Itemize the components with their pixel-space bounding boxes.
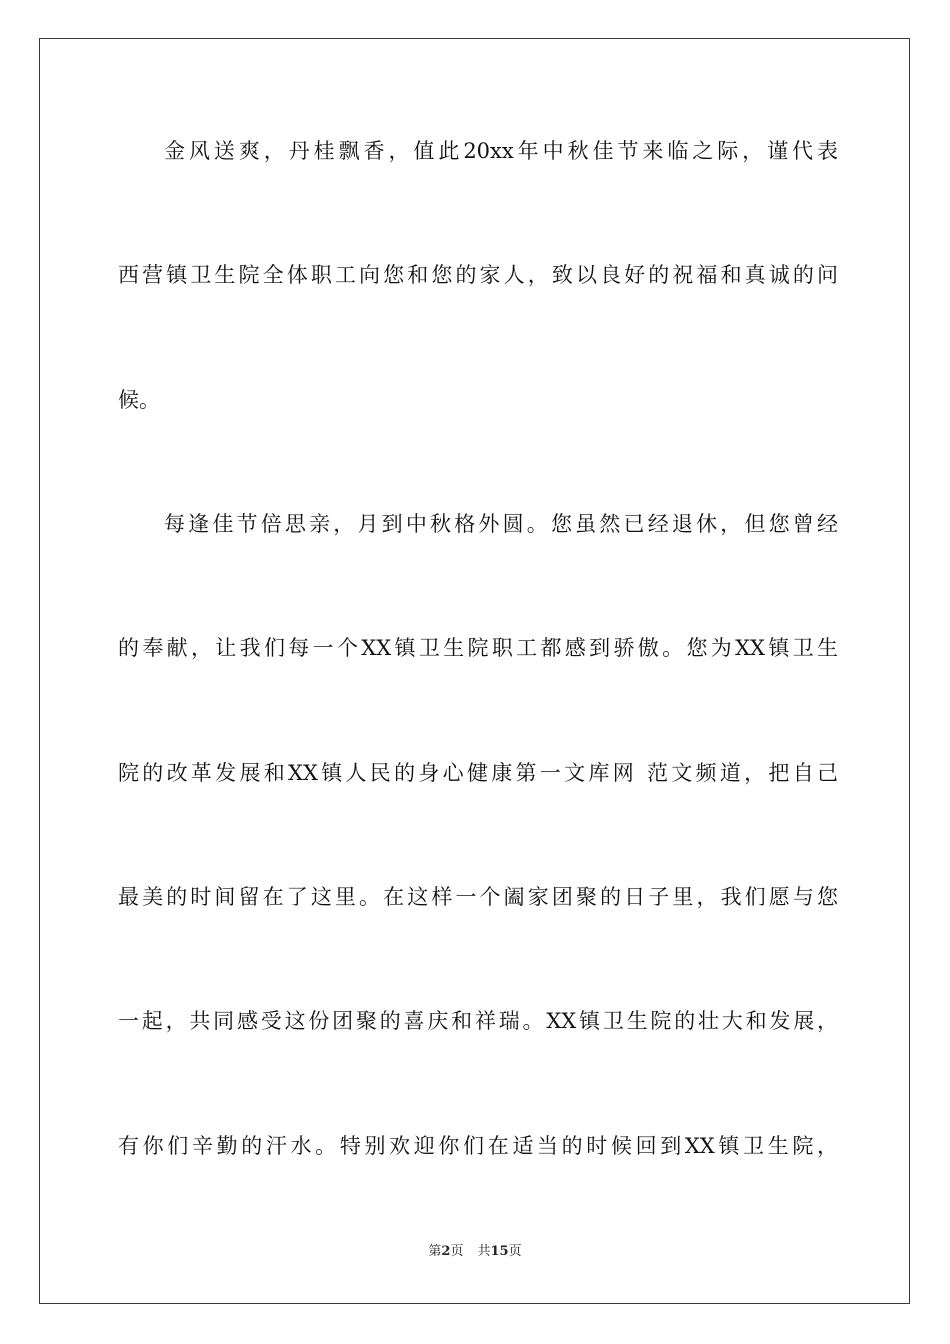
page-prefix: 第 xyxy=(428,1244,442,1259)
paragraph-2-line-2: 的奉献，让我们每一个XX镇卫生院职工都感到骄傲。您为XX镇卫生 xyxy=(118,636,838,660)
paragraph-2-line-3: 院的改革发展和XX镇人民的身心健康第一文库网 范文频道，把自己 xyxy=(118,761,838,785)
paragraph-2-line-1: 每逢佳节倍思亲，月到中秋格外圆。您虽然已经退休，但您曾经 xyxy=(164,512,838,536)
paragraph-2-line-5: 一起，共同感受这份团聚的喜庆和祥瑞。XX镇卫生院的壮大和发展， xyxy=(118,1009,838,1033)
paragraph-1-line-2: 西营镇卫生院全体职工向您和您的家人，致以良好的祝福和真诚的问 xyxy=(118,263,838,287)
page-suffix: 页 xyxy=(450,1244,464,1259)
total-prefix: 共 xyxy=(477,1244,491,1259)
document-body xyxy=(118,0,838,1230)
paragraph-2-line-6: 有你们辛勤的汗水。特别欢迎你们在适当的时候回到XX镇卫生院， xyxy=(118,1134,838,1158)
paragraph-1-line-3: 候。 xyxy=(118,388,160,412)
page-footer xyxy=(0,1243,950,1261)
paragraph-1-line-1: 金风送爽，丹桂飘香，值此20xx年中秋佳节来临之际，谨代表 xyxy=(164,139,838,163)
paragraph-2-line-4: 最美的时间留在了这里。在这样一个阖家团聚的日子里，我们愿与您 xyxy=(118,885,838,909)
page-number: 2 xyxy=(441,1244,451,1259)
total-pages: 15 xyxy=(490,1244,509,1259)
total-suffix: 页 xyxy=(508,1244,522,1259)
